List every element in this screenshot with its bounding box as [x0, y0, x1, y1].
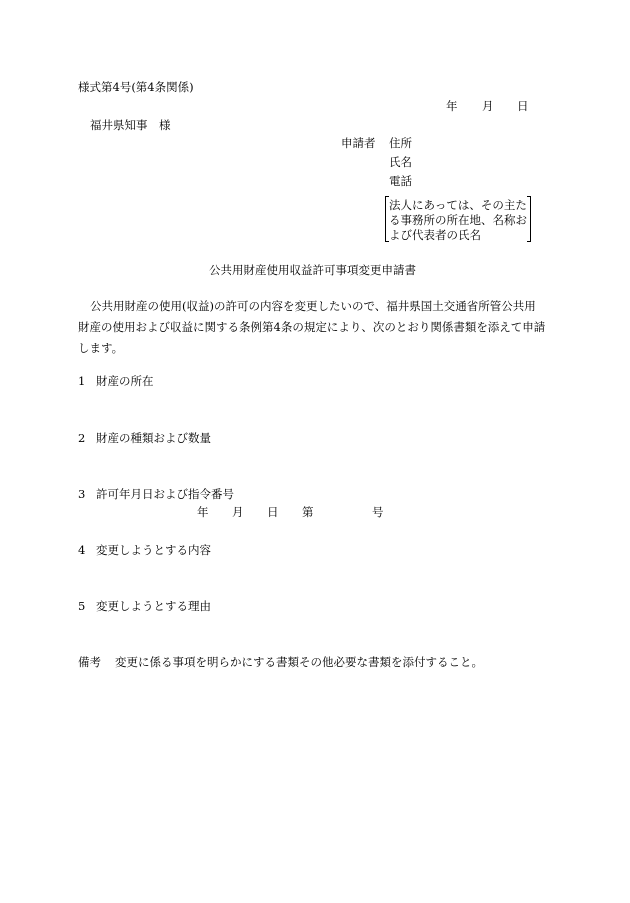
- body-paragraph: [78, 296, 558, 359]
- body-line: 財産の使用および収益に関する条例第4条の規定により、次のとおり関係書類を添えて申請: [78, 320, 546, 334]
- date-month-label: 月: [482, 99, 494, 113]
- body-line: します。: [78, 341, 124, 355]
- document-title: 公共用財産使用収益許可事項変更申請書: [209, 263, 416, 277]
- applicant-label: 申請者: [341, 136, 376, 150]
- item-number: 3: [78, 487, 86, 501]
- permit-year-label: 年: [197, 505, 209, 519]
- applicant-address-label: 住所: [389, 136, 412, 150]
- corporation-note: [385, 196, 531, 242]
- item-number: 5: [78, 599, 86, 613]
- applicant-phone-label: 電話: [389, 174, 412, 188]
- item-label: 変更しようとする内容: [96, 543, 211, 557]
- item-label: 変更しようとする理由: [96, 599, 211, 613]
- addressee: 福井県知事 様: [90, 118, 171, 132]
- right-bracket: [527, 196, 531, 242]
- permit-go-label: 号: [372, 505, 384, 519]
- item-label: 財産の種類および数量: [96, 431, 211, 445]
- permit-month-label: 月: [232, 505, 244, 519]
- body-line: 公共用財産の使用(収益)の許可の内容を変更したいので、福井県国土交通省所管公共用: [90, 299, 536, 313]
- item-label: 財産の所在: [96, 374, 154, 388]
- item-number: 2: [78, 431, 86, 445]
- date-year-label: 年: [446, 99, 458, 113]
- remarks-label: 備考: [78, 655, 101, 669]
- permit-dai-label: 第: [302, 505, 314, 519]
- note-line: 法人にあっては、その主た: [389, 198, 527, 212]
- item-number: 1: [78, 374, 86, 388]
- remarks-text: 変更に係る事項を明らかにする書類その他必要な書類を添付すること。: [115, 655, 483, 669]
- permit-day-label: 日: [267, 505, 279, 519]
- note-line: よび代表者の氏名: [389, 228, 481, 242]
- date-day-label: 日: [517, 99, 529, 113]
- applicant-name-label: 氏名: [389, 155, 412, 169]
- item-label: 許可年月日および指令番号: [96, 487, 234, 501]
- note-line: る事務所の所在地、名称お: [389, 213, 527, 227]
- item-number: 4: [78, 543, 86, 557]
- form-number: 様式第4号(第4条関係): [78, 80, 194, 94]
